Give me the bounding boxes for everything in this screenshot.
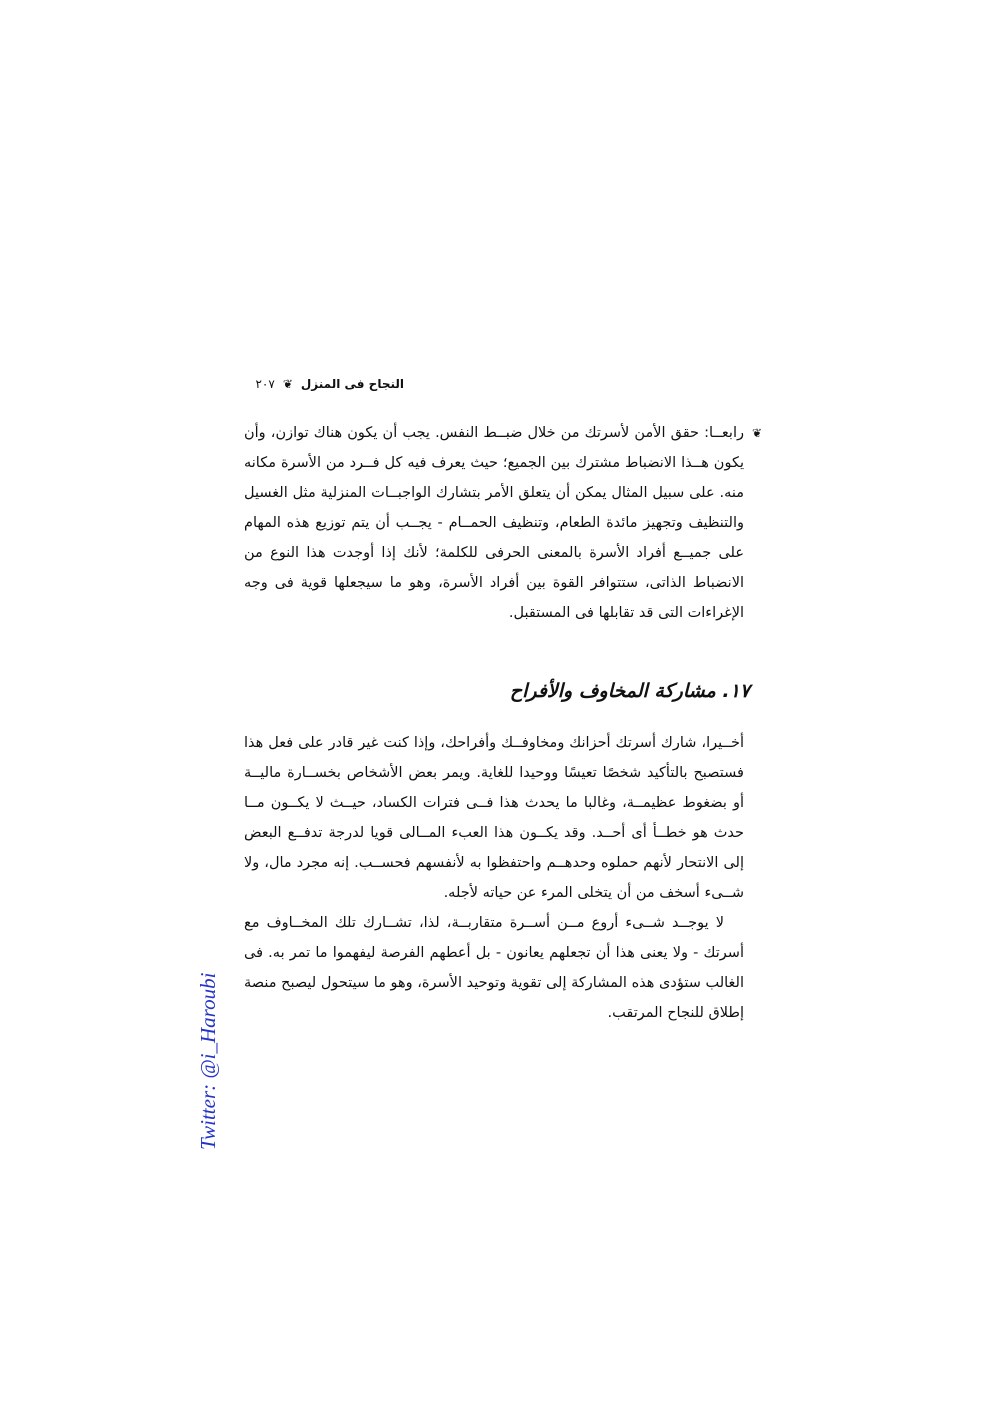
paragraph-text: لا يوجــد شــىء أروع مــن أســرة متقاربــة، لذا، تشــارك تلك المخــاوف مع أسرتك - ولا يعنى هذا أن تجعلهم يعانون - بل أعطهم الفرصة ليفهموا ما تمر به. فى الغالب ستؤدى هذه المشاركة إلى تقوية وتوحيد الأسرة، وهو ما سيتحول ليصبح منصة إطلاق للنجاح المرتقب.: [244, 915, 744, 1021]
page-number: ٢٠٧: [255, 377, 275, 391]
section-paragraph-discipline: [244, 418, 762, 628]
paragraph-text: رابعــا: حقق الأمن لأسرتك من خلال ضبــط النفس. يجب أن يكون هناك توازن، وأن يكون هــذا الانضباط مشترك بين الجميع؛ حيث يعرف فيه كل فــرد من الأسرة مكانه منه. على سبيل المثال يمكن أن يتعلق الأمر بتشارك الواجبــات المنزلية مثل الغسيل والتنظيف وتجهيز مائدة الطعام، وتنظيف الحمــام - يجــب أن يتم توزيع هذه المهام على جميــع أفراد الأسرة بالمعنى الحرفى للكلمة؛ لأنك إذا أوجدت هذا النوع من الانضباط الذاتى، ستتوافر القوة بين أفراد الأسرة، وهو ما سيجعلها قوية فى وجه الإغراءات التى قد تقابلها فى المستقبل.: [244, 425, 744, 621]
paragraph-text: أخــيرا، شارك أسرتك أحزانك ومخاوفــك وأفراحك، وإذا كنت غير قادر على فعل هذا فستصبح بالتأكيد شخصًا تعيسًا ووحيدا للغاية. ويمر بعض الأشخاص بخســارة ماليــة أو بضغوط عظيمــة، وغالبا ما يحدث هذا فــى فترات الكساد، حيــث لا يكــون مــا حدث هو خطــأ أى أحــد. وقد يكــون هذا العبء المــالى قويا لدرجة تدفــع البعض إلى الانتحار لأنهم حملوه وحدهــم واحتفظوا به لأنفسهم فحســب. إنه مجرد مال، ولا شــىء أسخف من أن يتخلى المرء عن حياته لأجله.: [244, 735, 744, 901]
running-title: النجاح فى المنزل: [300, 377, 404, 391]
section-paragraph-sharing: [244, 728, 744, 908]
section-paragraph-close-family: [244, 908, 744, 1028]
section-heading: ١٧. مشاركة المخاوف والأفراح: [509, 680, 750, 702]
bullet-ornament-icon: ❦: [751, 426, 762, 440]
watermark-twitter-handle: Twitter: @i_Haroubi: [196, 972, 220, 1150]
ornament-icon: ❦: [282, 377, 293, 391]
running-header: [244, 373, 404, 395]
